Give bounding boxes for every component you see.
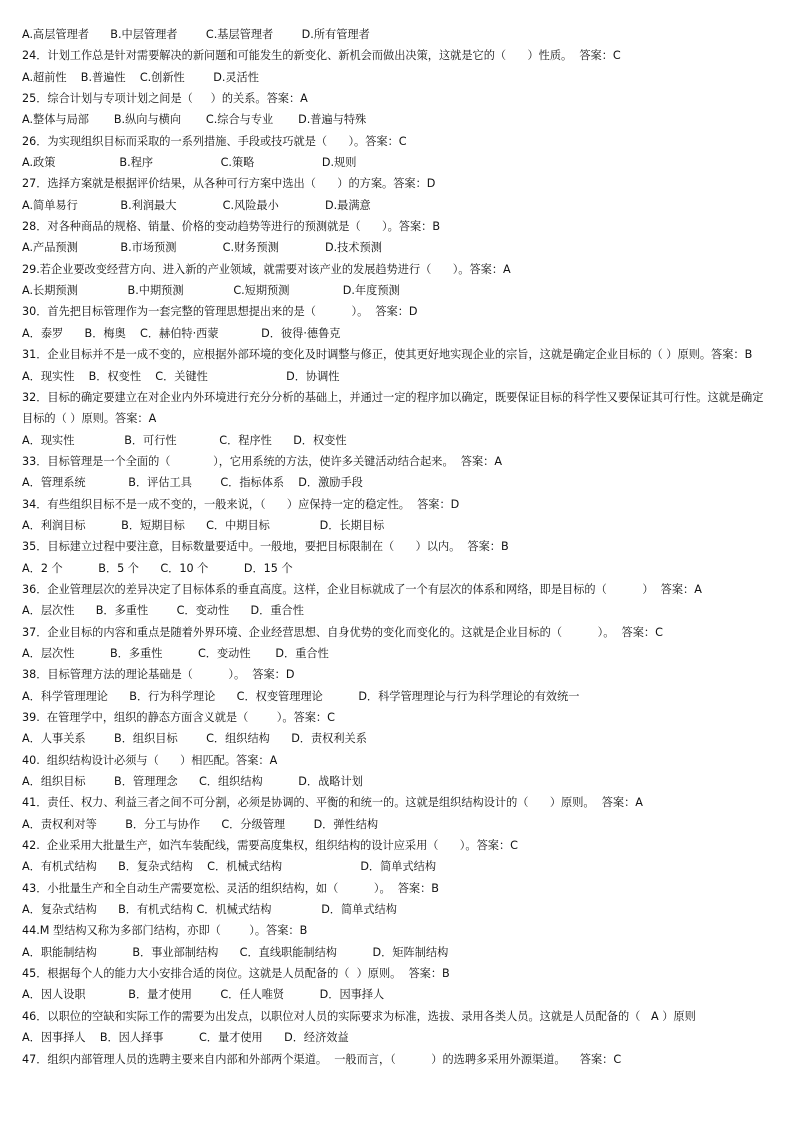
- options-29: A.长期预测 B.中期预测 C.短期预测 D.年度预测: [22, 284, 400, 298]
- options-32: A．现实性 B．可行性 C．程序性 D．权变性: [22, 433, 347, 447]
- options-38: A．科学管理理论 B．行为科学理论 C．权变管理理论 D．科学管理理论与行为科学理论的有效统一: [22, 689, 580, 703]
- question-28: 28．对各种商品的规格、销量、价格的变动趋势等进行的预测就是（ ）。答案：B: [22, 220, 441, 234]
- question-32: 32．目标的确定要建立在对企业内外环境进行充分分析的基础上，并通过一定的程序加以确定，既要保证目标的科学性又要保证其可行性。这就是确定目标的（ ）原则。答案：A: [22, 390, 764, 426]
- question-24: 24．计划工作总是针对需要解决的新问题和可能发生的新变化、新机会而做出决策，这就是它的（ ）性质。 答案：C: [22, 49, 621, 63]
- options-24: A.超前性 B.普遍性 C.创新性 D.灵活性: [22, 70, 259, 84]
- question-41: 41．责任、权力、利益三者之间不可分割，必须是协调的、平衡的和统一的。这就是组织结构设计的（ ）原则。 答案：A: [22, 796, 643, 810]
- question-43: 43．小批量生产和全自动生产需要宽松、灵活的组织结构，如（ ）。 答案：B: [22, 881, 439, 895]
- options-42: A．有机式结构 B．复杂式结构 C．机械式结构 D．简单式结构: [22, 860, 437, 874]
- options-25: A.整体与局部 B.纵向与横向 C.综合与专业 D.普遍与特殊: [22, 113, 367, 127]
- options-34: A．利润目标 B．短期目标 C．中期目标 D．长期目标: [22, 518, 385, 532]
- question-44: 44.M 型结构又称为多部门结构，亦即（ ）。答案：B: [22, 924, 308, 938]
- question-26: 26．为实现组织目标而采取的一系列措施、手段或技巧就是（ ）。答案：C: [22, 134, 407, 148]
- options-46: A．因事择人 B．因人择事 C．量才使用 D．经济效益: [22, 1031, 349, 1045]
- question-29: 29.若企业要改变经营方向、进入新的产业领域，就需要对该产业的发展趋势进行（ ）。答案：A: [22, 262, 511, 276]
- question-39: 39. 在管理学中，组织的静态方面含义就是（ ）。答案：C: [22, 711, 335, 724]
- question-36: 36．企业管理层次的差异决定了目标体系的垂直高度。这样，企业目标就成了一个有层次的体系和网络，即是目标的（ ） 答案：A: [22, 582, 702, 596]
- exam-document: [22, 24, 774, 1070]
- question-35: 35．目标建立过程中要注意，目标数量要适中。一般地，要把目标限制在（ ）以内。 答案：B: [22, 540, 509, 554]
- question-27: 27．选择方案就是根据评价结果，从各种可行方案中选出（ ）的方案。答案：D: [22, 177, 436, 191]
- options-28: A.产品预测 B.市场预测 C.财务预测 D.技术预测: [22, 241, 382, 255]
- question-31: 31．企业目标并不是一成不变的，应根据外部环境的变化及时调整与修正，使其更好地实现企业的宗旨，这就是确定企业目标的（ ）原则。答案：B: [22, 348, 753, 362]
- options-23: A.高层管理者 B.中层管理者 C.基层管理者 D.所有管理者: [22, 28, 370, 41]
- question-46: 46．以职位的空缺和实际工作的需要为出发点，以职位对人员的实际要求为标准，选拔、录用各类人员。这就是人员配备的（ A ）原则: [22, 1009, 696, 1023]
- question-37: 37．企业目标的内容和重点是随着外界环境、企业经营思想、自身优势的变化而变化的。这就是企业目标的（ ）。 答案：C: [22, 625, 663, 639]
- question-47: 47．组织内部管理人员的选聘主要来自内部和外部两个渠道。 一般而言，（ ）的选聘多采用外源渠道。 答案：C: [22, 1052, 622, 1066]
- options-45: A．因人设职 B．量才使用 C．任人唯贤 D．因事择人: [22, 988, 385, 1002]
- question-30: 30．首先把目标管理作为一套完整的管理思想提出来的是（ ）。 答案：D: [22, 305, 418, 319]
- question-33: 33．目标管理是一个全面的（ ），它用系统的方法，使许多关键活动结合起来。 答案：A: [22, 454, 503, 468]
- question-42: 42. 企业采用大批量生产，如汽车装配线，需要高度集权，组织结构的设计应采用（ ）。答案：C: [22, 839, 518, 853]
- options-43: A．复杂式结构 B．有机式结构 C．机械式结构 D．简单式结构: [22, 903, 397, 917]
- options-37: A．层次性 B．多重性 C．变动性 D．重合性: [22, 646, 329, 660]
- options-41: A．责权利对等 B．分工与协作 C．分级管理 D．弹性结构: [22, 817, 379, 831]
- options-27: A.简单易行 B.利润最大 C.风险最小 D.最满意: [22, 198, 371, 212]
- options-31: A．现实性 B．权变性 C．关键性 D．协调性: [22, 369, 340, 383]
- question-25: 25．综合计划与专项计划之间是（ ）的关系。答案：A: [22, 92, 308, 106]
- options-33: A．管理系统 B．评估工具 C．指标体系 D．激励手段: [22, 476, 363, 490]
- question-38: 38．目标管理方法的理论基础是（ ）。 答案：D: [22, 668, 295, 682]
- question-45: 45．根据每个人的能力大小安排合适的岗位。这就是人员配备的（ ）原则。 答案：B: [22, 967, 450, 981]
- question-40: 40. 组织结构设计必须与（ ）相匹配。答案：A: [22, 753, 278, 767]
- options-40: A．组织目标 B．管理理念 C．组织结构 D．战略计划: [22, 775, 363, 789]
- options-30: A．泰罗 B．梅奥 C．赫伯特·西蒙 D．彼得·德鲁克: [22, 326, 341, 340]
- question-34: 34．有些组织目标不是一成不变的，一般来说，（ ）应保持一定的稳定性。 答案：D: [22, 497, 460, 511]
- options-39: A．人事关系 B．组织目标 C．组织结构 D．责权利关系: [22, 732, 367, 746]
- options-36: A．层次性 B．多重性 C．变动性 D．重合性: [22, 604, 304, 618]
- options-35: A．2 个 B．5 个 C．10 个 D．15 个: [22, 561, 293, 575]
- options-44: A．职能制结构 B．事业部制结构 C．直线职能制结构 D．矩阵制结构: [22, 945, 449, 959]
- options-26: A.政策 B.程序 C.策略 D.规则: [22, 156, 357, 170]
